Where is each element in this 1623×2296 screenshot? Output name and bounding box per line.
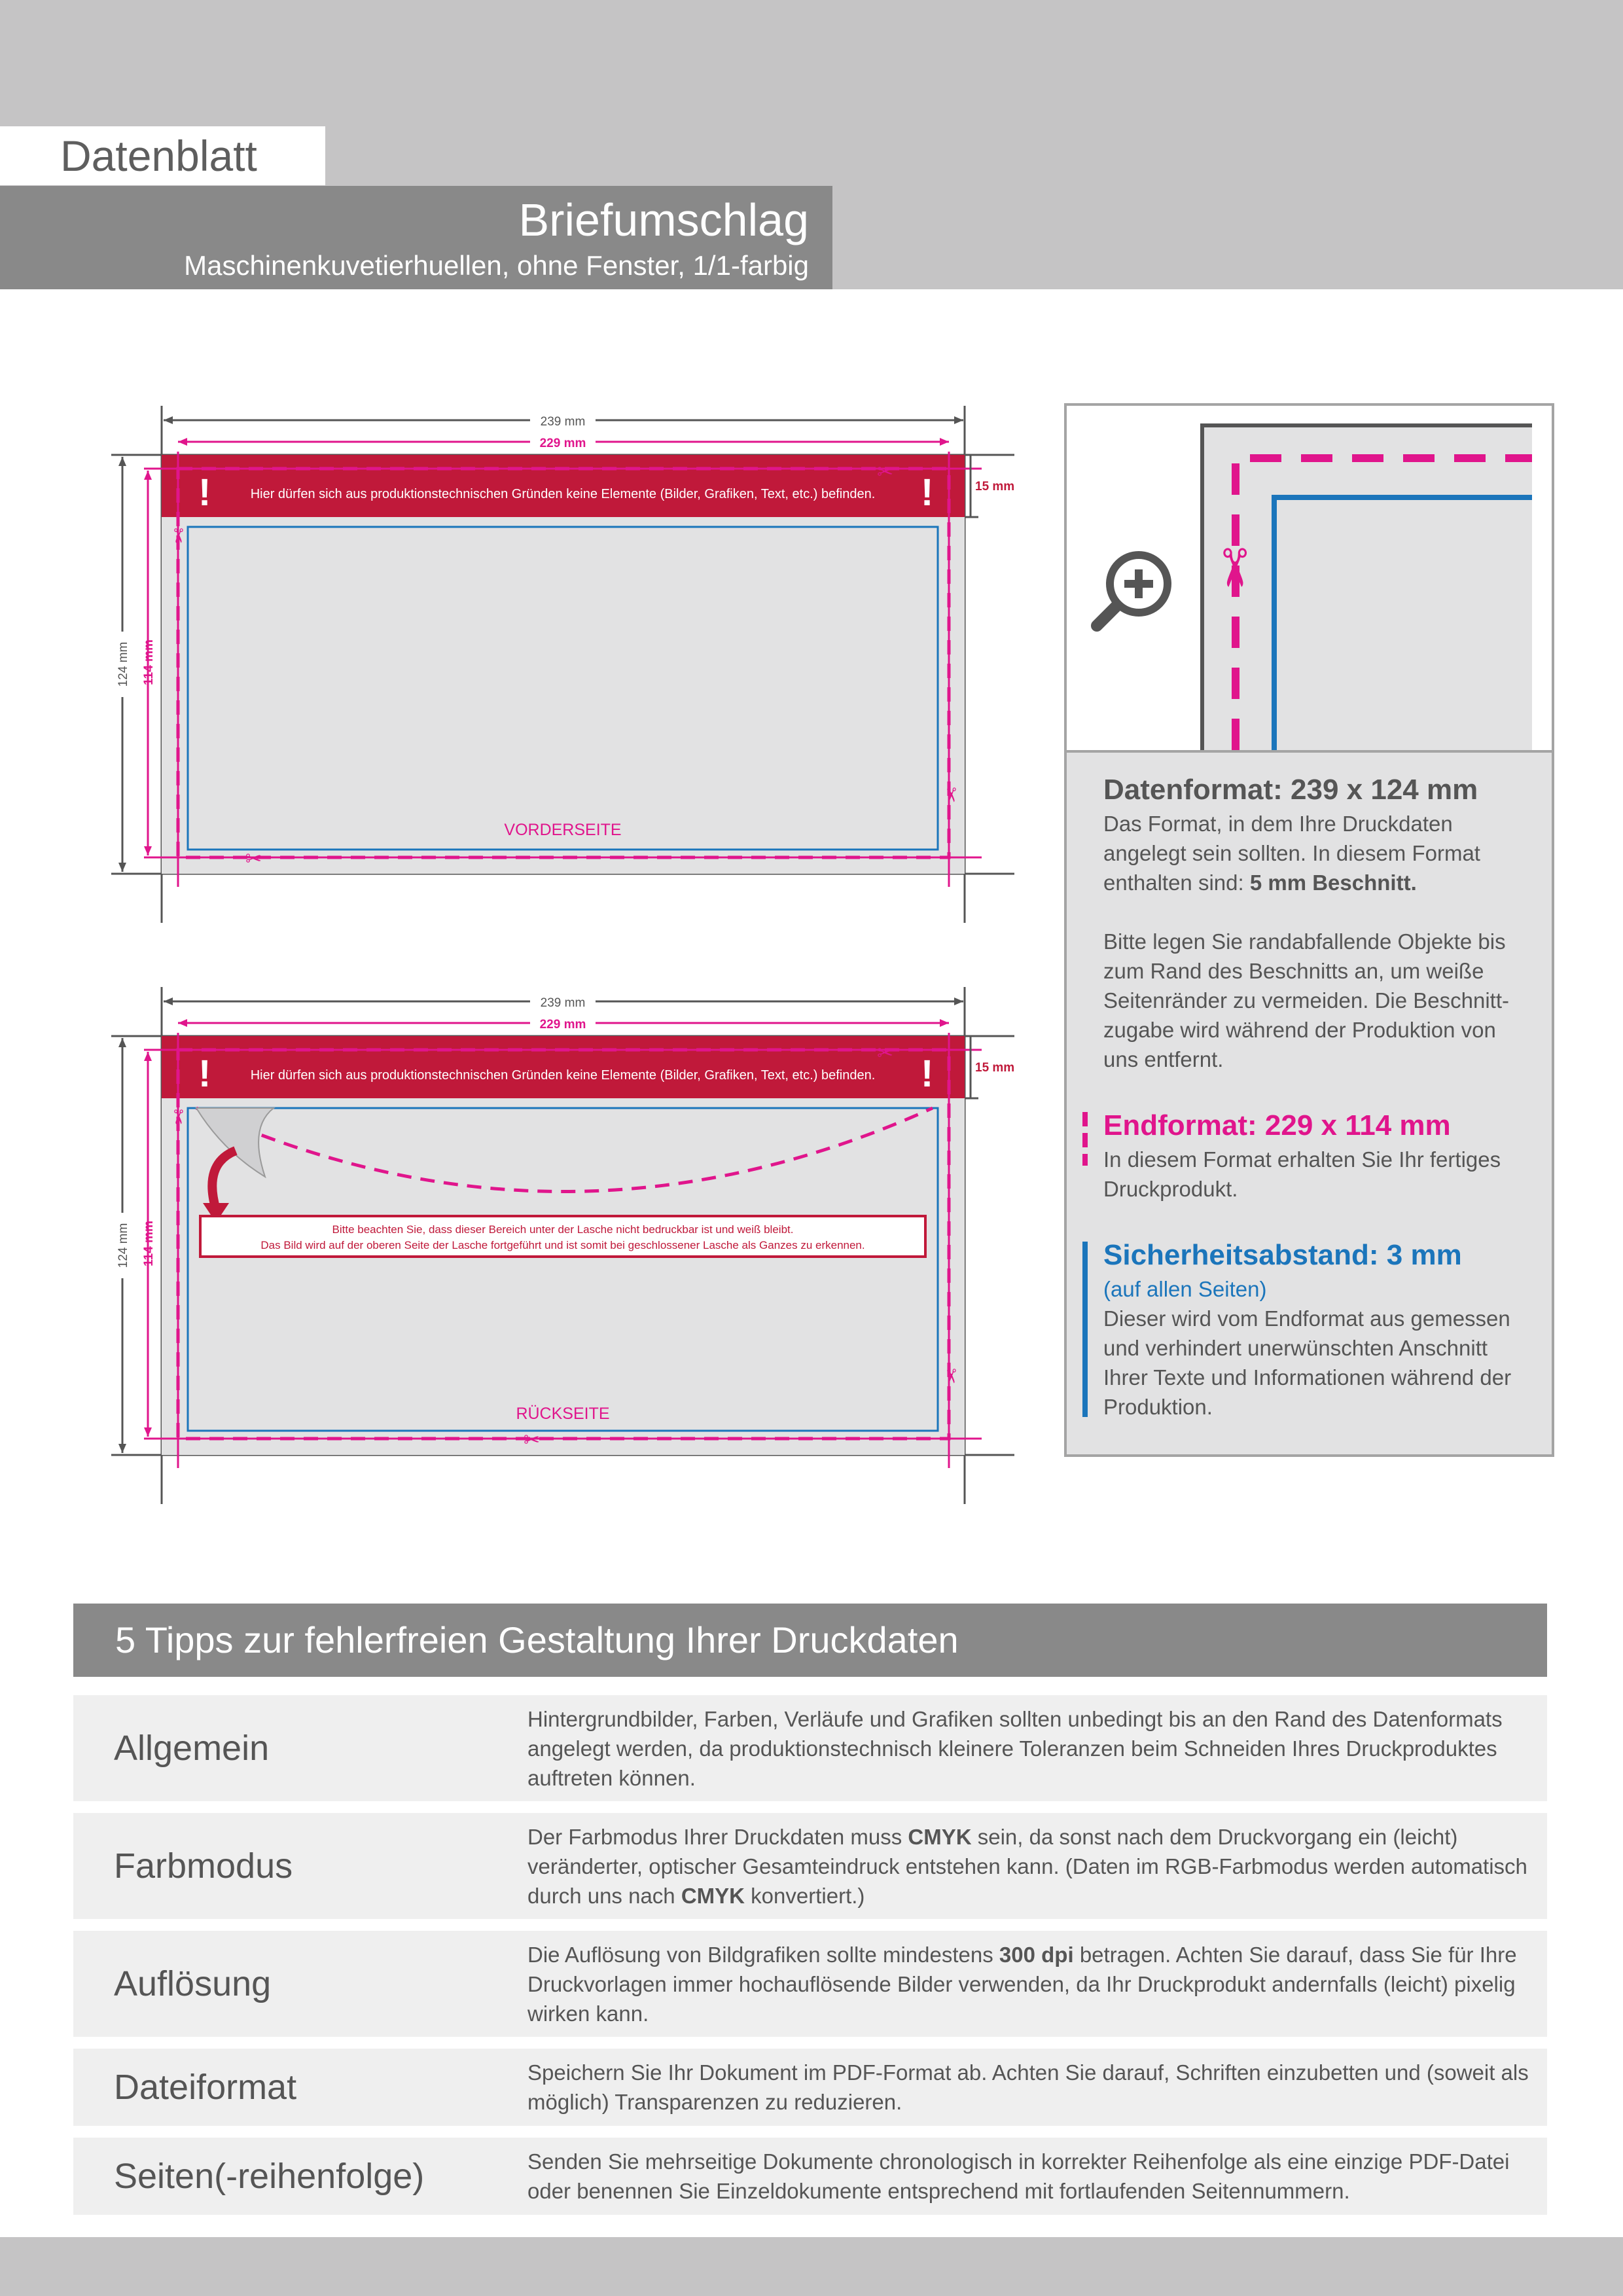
- tip-text: Die Auflösung von Bildgrafiken sollte mindestens 300 dpi betragen. Achten Sie darauf, dass Sie für Ihre Druckvorlagen immer hochauflösende Bilder verwenden, da Ihr Druckprodukt andernfalls (leicht) pixelig wirken kann.: [527, 1942, 1517, 2026]
- note-line-2: Das Bild wird auf der oberen Seite der Lasche fortgeführt und ist somit bei geschlossener Lasche als Ganzes zu erkennen.: [260, 1239, 865, 1251]
- data-format-heading: Datenformat: 239 x 124 mm: [1103, 774, 1478, 806]
- height-data-label: 124 mm: [116, 1223, 130, 1268]
- tip-title: Seiten(-reihenfolge): [114, 2157, 425, 2196]
- tip-title: Farbmodus: [114, 1846, 293, 1886]
- tip-title: Allgemein: [114, 1729, 270, 1768]
- page-title: Briefumschlag: [518, 194, 809, 245]
- flap-height-label: 15 mm: [975, 1061, 1015, 1075]
- tip-row-aufloesung: [73, 1931, 1547, 2037]
- height-data-dimension: [114, 457, 131, 872]
- footer-band: [0, 2237, 1623, 2296]
- note-line-1: Bitte beachten Sie, dass dieser Bereich unter der Lasche nicht bedruckbar ist und weiß bleibt.: [332, 1223, 794, 1236]
- safety-margin-marker: [1082, 1242, 1088, 1417]
- width-data-dimension: [164, 992, 963, 1011]
- warning-text: Hier dürfen sich aus produktionstechnischen Gründen keine Elemente (Bilder, Grafiken, Text, etc.) befinden.: [250, 487, 876, 501]
- scissors-icon: ✂: [167, 1109, 188, 1126]
- tip-text: Der Farbmodus Ihrer Druckdaten muss CMYK sein, da sonst nach dem Druckvorgang ein (leicht) veränderter, optischer Gesamteindruck entstehen kann. (Daten im RGB-Farbmodus werden automatisch durch uns nach CMYK konvertiert.): [527, 1824, 1527, 1908]
- title-box: [0, 186, 832, 289]
- height-data-label: 124 mm: [116, 641, 130, 687]
- scissors-icon: ✂: [877, 1043, 894, 1064]
- height-final-label: 114 mm: [142, 1221, 156, 1266]
- height-final-dimension: [142, 1052, 156, 1437]
- scissors-icon: ✂: [245, 848, 262, 870]
- tip-title: Dateiformat: [114, 2068, 297, 2107]
- envelope-body: [162, 455, 965, 874]
- final-format-marker: [1082, 1112, 1088, 1166]
- warning-strip: [162, 455, 965, 517]
- warning-text: Hier dürfen sich aus produktionstechnischen Gründen keine Elemente (Bilder, Grafiken, Text, etc.) befinden.: [250, 1068, 876, 1083]
- scissors-icon: ✂: [877, 461, 894, 483]
- tip-row-allgemein: [73, 1695, 1547, 1801]
- flap-height-label: 15 mm: [975, 480, 1015, 493]
- tip-text: Speichern Sie Ihr Dokument im PDF-Format ab. Achten Sie darauf, Schriften einzubetten und (soweit als möglich) Transparenzen zu reduzieren.: [527, 2060, 1529, 2114]
- flap-dimension: [965, 455, 1014, 517]
- back-side-diagram: [105, 974, 1034, 1517]
- front-side-diagram: [105, 393, 1034, 936]
- tip-text: Senden Sie mehrseitige Dokumente chronologisch in korrekter Reihenfolge als eine einzige PDF-Datei oder benennen Sie Einzeldokumente entsprechend mit fortlaufenden Seitennummern.: [527, 2149, 1510, 2203]
- zoom-in-icon: [1097, 555, 1168, 626]
- height-final-label: 114 mm: [142, 639, 156, 685]
- width-final-dimension: [178, 1014, 949, 1031]
- tip-row-dateiformat: [73, 2049, 1547, 2126]
- side-label: RÜCKSEITE: [516, 1405, 610, 1423]
- width-final-dimension: [178, 433, 949, 450]
- data-format-text: Das Format, in dem Ihre Druckdaten angelegt sein sollten. In diesem Format enthalten sind: 5 mm Beschnitt.: [1103, 812, 1480, 895]
- final-format-section: [1103, 1107, 1535, 1204]
- safety-margin-heading: Sicherheitsabstand: 3 mm: [1103, 1239, 1462, 1271]
- height-data-dimension: [114, 1038, 131, 1453]
- final-format-text: In diesem Format erhalten Sie Ihr fertiges Druckprodukt.: [1103, 1147, 1501, 1201]
- width-data-dimension: [164, 411, 963, 429]
- final-format-heading: Endformat: 229 x 114 mm: [1103, 1109, 1451, 1141]
- document-type-label: Datenblatt: [0, 126, 325, 185]
- exclamation-left-icon: !: [198, 1052, 211, 1095]
- format-info-box: [1064, 750, 1554, 1457]
- tip-title: Auflösung: [114, 1964, 272, 2003]
- scissors-icon: ✂: [940, 1368, 961, 1385]
- data-format-section: [1103, 771, 1535, 1074]
- scissors-icon: ✂: [940, 787, 961, 804]
- exclamation-left-icon: !: [198, 471, 211, 514]
- scissors-icon: ✂: [524, 1429, 541, 1451]
- width-data-label: 239 mm: [540, 996, 586, 1010]
- page-subtitle: Maschinenkuvetierhuellen, ohne Fenster, 1/1-farbig: [184, 250, 809, 281]
- exclamation-right-icon: !: [921, 1052, 934, 1095]
- zoom-detail-box: [1064, 403, 1554, 753]
- width-final-label: 229 mm: [539, 437, 586, 450]
- height-final-dimension: [139, 471, 156, 855]
- tip-row-farbmodus: [73, 1813, 1547, 1919]
- bleed-text: Bitte legen Sie randabfallende Objekte bis zum Rand des Beschnitts an, um weiße Seitenränder zu vermeiden. Die Beschnitt-zugabe wird während der Produktion von uns entfernt.: [1103, 929, 1509, 1071]
- back-envelope-drawing: [105, 974, 1034, 1517]
- warning-strip: [162, 1036, 965, 1098]
- safety-margin-subheading: (auf allen Seiten): [1103, 1277, 1267, 1301]
- exclamation-right-icon: !: [921, 471, 934, 514]
- tip-row-seiten: [73, 2138, 1547, 2215]
- width-data-label: 239 mm: [540, 415, 586, 429]
- width-final-label: 229 mm: [539, 1018, 586, 1031]
- safety-margin-section: [1103, 1236, 1535, 1422]
- safety-margin-text: Dieser wird vom Endformat aus gemessen und verhindert unerwünschten Anschnitt Ihrer Texte und Informationen während der Produktion.: [1103, 1306, 1512, 1419]
- scissors-icon: ✂: [1205, 546, 1263, 590]
- side-label: VORDERSEITE: [504, 821, 622, 839]
- tips-heading: 5 Tipps zur fehlerfreien Gestaltung Ihrer Druckdaten: [73, 1604, 1547, 1677]
- tip-text: Hintergrundbilder, Farben, Verläufe und Grafiken sollten unbedingt bis an den Rand des Datenformats angelegt werden, da produktionstechnisch kleinere Toleranzen beim Schneiden Ihres Druckproduktes auftreten können.: [527, 1706, 1503, 1790]
- flap-dimension: [965, 1036, 1014, 1098]
- zoom-detail-drawing: [1067, 406, 1552, 750]
- front-envelope-drawing: [105, 393, 1034, 936]
- scissors-icon: ✂: [167, 528, 188, 545]
